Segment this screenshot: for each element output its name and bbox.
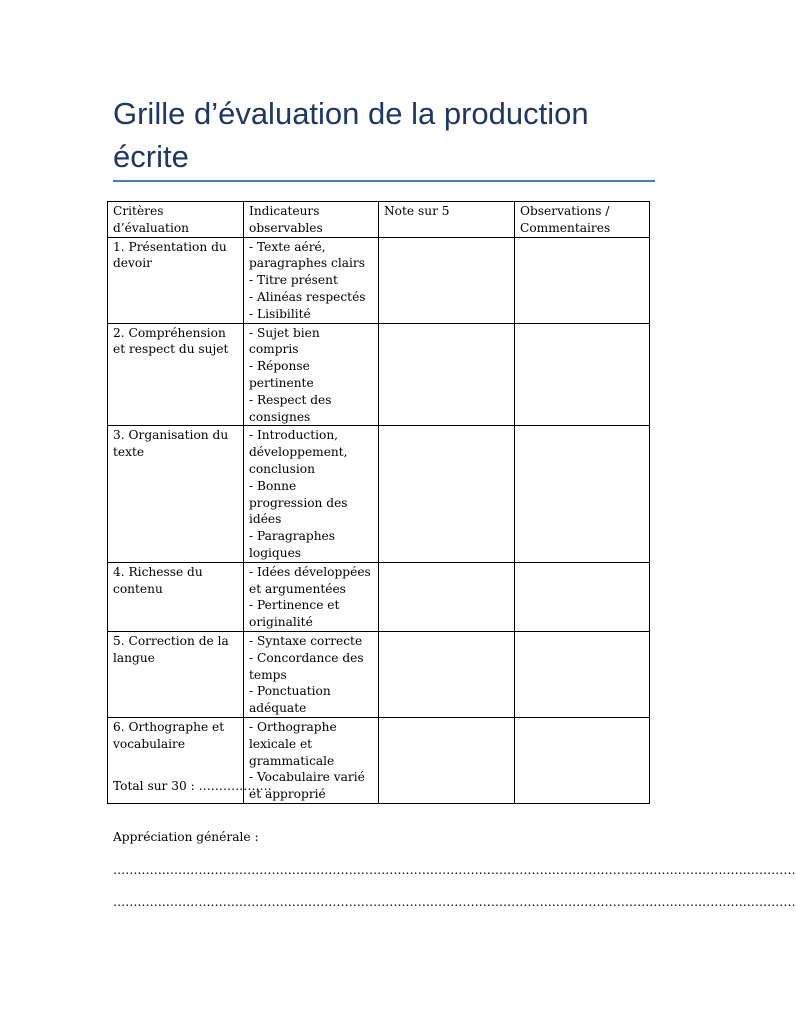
title-underline [113,180,655,182]
note-cell[interactable] [379,717,515,803]
indicator-item: - Texte aéré, paragraphes clairs [249,239,366,271]
table-row [108,562,650,631]
table-row [108,426,650,562]
table-header-row [108,202,650,238]
observations-cell[interactable] [515,562,650,631]
indicators-cell [244,237,379,323]
indicator-item: - Syntaxe correcte [249,633,363,648]
indicator-item: - Respect des consignes [249,392,332,424]
indicator-item: - Vocabulaire varié et approprié [249,770,365,802]
indicator-item: - Orthographe lexicale et grammaticale [249,719,337,768]
header-indicators: Indicateurs observables [244,202,379,238]
indicators-cell [244,426,379,562]
criterion-cell: 6. Orthographe et vocabulaire [108,717,244,803]
indicator-item: - Introduction, développement, conclusion [249,428,348,476]
indicator-item: - Lisibilité [249,306,311,321]
note-cell[interactable] [379,631,515,717]
dotted-line: …………………………………………………………………………………………………………………………………………………… [113,895,796,909]
criterion-cell: 5. Correction de la langue [108,631,244,717]
indicators-cell [244,562,379,631]
criterion-cell: 1. Présentation du devoir [108,237,244,323]
appreciation-label: Appréciation générale : [113,830,259,844]
total-label: Total sur 30 : ……………… [113,779,272,793]
header-criteria: Critères d’évaluation [108,202,244,238]
indicator-item: - Paragraphes logiques [249,529,336,560]
header-note: Note sur 5 [379,202,515,238]
indicator-item: - Alinéas respectés [249,289,366,304]
note-cell[interactable] [379,426,515,562]
note-cell[interactable] [379,237,515,323]
indicator-item: - Titre présent [249,273,338,288]
indicators-cell [244,631,379,717]
evaluation-table [107,201,650,804]
observations-cell[interactable] [515,631,650,717]
note-cell[interactable] [379,562,515,631]
note-cell[interactable] [379,323,515,426]
indicator-item: - Concordance des temps [249,650,364,682]
criterion-cell: 2. Compréhension et respect du sujet [108,323,244,426]
criterion-cell: 3. Organisation du texte [108,426,244,562]
criterion-cell: 4. Richesse du contenu [108,562,244,631]
indicator-item: - Réponse pertinente [249,359,314,390]
page-title: Grille d’évaluation de la production écrite [113,96,589,174]
observations-cell[interactable] [515,237,650,323]
dotted-line: …………………………………………………………………………………………………………………………………………………… [113,863,796,877]
indicator-item: - Idées développées et argumentées [249,564,371,596]
observations-cell[interactable] [515,717,650,803]
indicator-item: - Bonne progression des idées [249,478,348,527]
observations-cell[interactable] [515,323,650,426]
table-row [108,631,650,717]
table-row [108,237,650,323]
indicator-item: - Ponctuation adéquate [249,684,331,716]
indicators-cell [244,323,379,426]
indicator-item: - Pertinence et originalité [249,598,340,630]
table-row [108,323,650,426]
header-observations: Observations / Commentaires [515,202,650,238]
indicator-item: - Sujet bien compris [249,325,320,357]
observations-cell[interactable] [515,426,650,562]
